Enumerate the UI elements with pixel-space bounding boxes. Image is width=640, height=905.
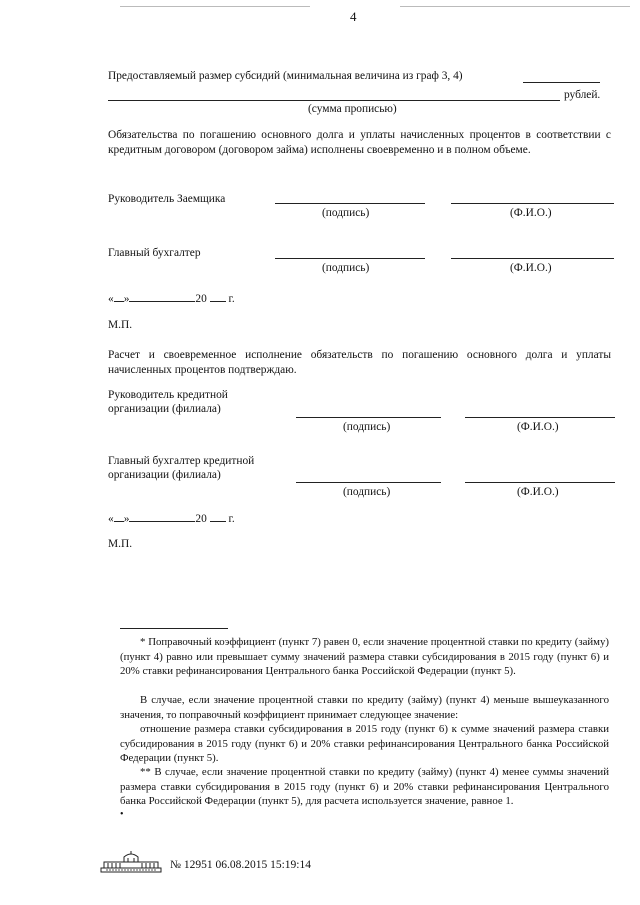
bank-accountant-signature-line — [296, 482, 441, 483]
signature-caption: (подпись) — [343, 486, 391, 498]
borrower-accountant-name-line — [451, 258, 614, 259]
name-caption: (Ф.И.О.) — [510, 207, 552, 219]
borrower-head-signature-line — [275, 203, 425, 204]
government-stamp-icon — [100, 850, 162, 879]
bank-accountant-label-line2: организации (филиала) — [108, 469, 221, 481]
bank-accountant-name-line — [465, 482, 615, 483]
scan-line-top-left — [120, 6, 310, 7]
document-registration-number: № 12951 06.08.2015 15:19:14 — [170, 859, 311, 871]
sum-in-words-caption: (сумма прописью) — [308, 103, 397, 115]
footnote-1: * Поправочный коэффициент (пункт 7) равен 0, если значение процентной ставки по кредиту (займу) (пункт 4) равно или превышает сумму значений размера ставки субсидирования в 2015 году (пункт 6) и 20% ставки рефинансирования Центрального банка Российской Федерации (пункт 5). — [120, 636, 609, 678]
signature-caption: (подпись) — [322, 262, 370, 274]
confirmation-paragraph: Расчет и своевременное исполнение обязательств по погашению основного долга и уплаты начисленных процентов подтверждаю. — [108, 349, 611, 376]
signature-caption: (подпись) — [343, 421, 391, 433]
borrower-accountant-label: Главный бухгалтер — [108, 247, 201, 259]
bank-seal-mark: М.П. — [108, 538, 133, 550]
footnote-2: В случае, если значение процентной ставки по кредиту (займу) (пункт 4) меньше вышеуказанного значения, то поправочный коэффициент принимает следующее значение: — [120, 694, 609, 721]
footnote-separator — [120, 628, 228, 629]
subsidy-line: Предоставляемый размер субсидий (минимальная величина из граф 3, 4) — [108, 70, 463, 82]
bank-head-label-line1: Руководитель кредитной — [108, 389, 228, 401]
bank-head-signature-line — [296, 417, 441, 418]
name-caption: (Ф.И.О.) — [517, 421, 559, 433]
page-number: 4 — [350, 9, 357, 24]
bank-head-label-line2: организации (филиала) — [108, 403, 221, 415]
name-caption: (Ф.И.О.) — [510, 262, 552, 274]
signature-caption: (подпись) — [322, 207, 370, 219]
dot-mark: • — [120, 809, 124, 820]
obligations-paragraph: Обязательства по погашению основного долга и уплаты начисленных процентов в соответствии с кредитным договором (договором займа) исполнены своевременно и в полном объеме. — [108, 129, 611, 156]
borrower-date-line: « » 20 г. — [108, 290, 235, 307]
bank-head-name-line — [465, 417, 615, 418]
footnote-4: ** В случае, если значение процентной ставки по кредиту (займу) (пункт 4) менее суммы значений размера ставки субсидирования в 2015 году (пункт 6) и 20% ставки рефинансирования Центрального банка Российской Федерации (пункт 5), для расчета используется значение, равное 1. — [120, 766, 609, 808]
borrower-accountant-signature-line — [275, 258, 425, 259]
borrower-seal-mark: М.П. — [108, 319, 133, 331]
borrower-head-label: Руководитель Заемщика — [108, 193, 226, 205]
subsidy-amount-line — [523, 82, 600, 83]
scan-line-top-right — [400, 6, 630, 7]
currency-label: рублей. — [564, 89, 601, 101]
bank-date-line: « » 20 г. — [108, 510, 235, 527]
borrower-head-name-line — [451, 203, 614, 204]
name-caption: (Ф.И.О.) — [517, 486, 559, 498]
footnote-3: отношение размера ставки субсидирования в 2015 году (пункт 6) к сумме значений размера ставки субсидирования в 2015 году (пункт 6) и 20% ставки рефинансирования Центрального банка Российской Федерации (пункт 5). — [120, 723, 609, 765]
bank-accountant-label-line1: Главный бухгалтер кредитной — [108, 455, 255, 467]
subsidy-words-line — [108, 100, 560, 101]
